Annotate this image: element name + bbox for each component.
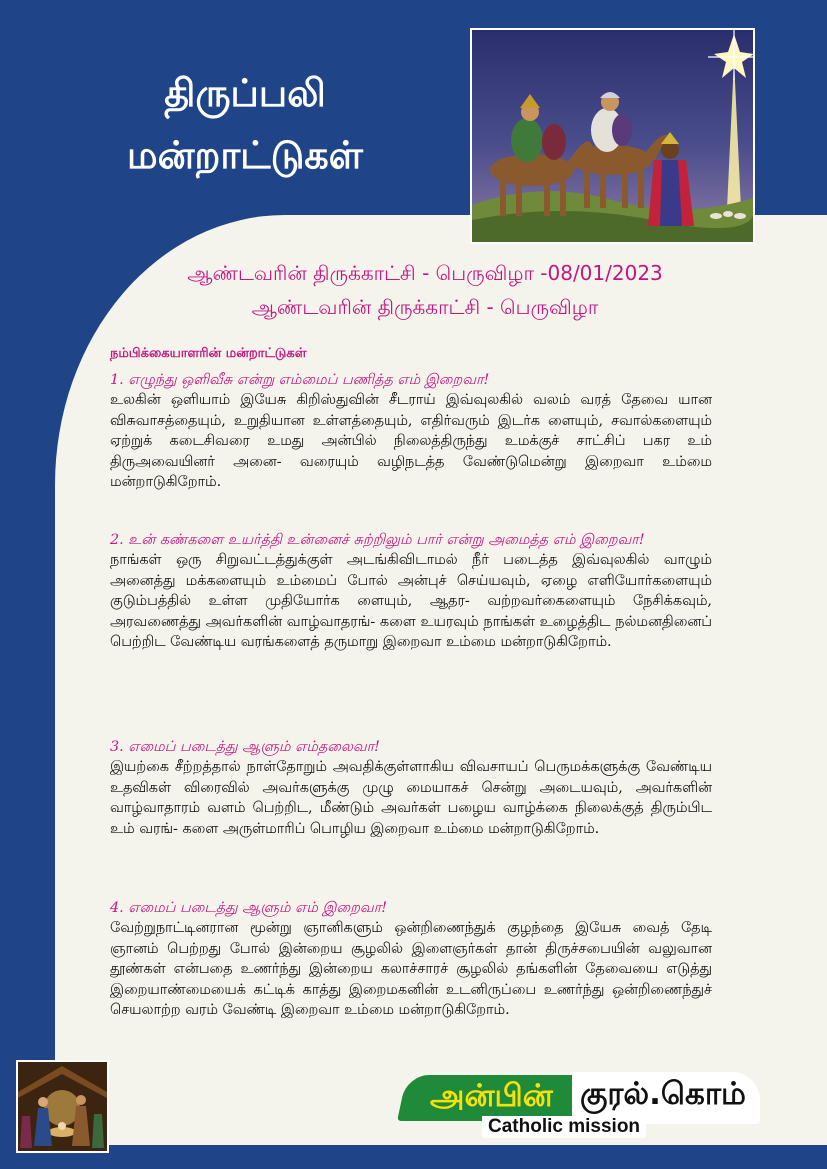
prayer-heading: 1. எழுந்து ஒளிவீசு என்று எம்மைப் பணித்த எம் இறைவா! — [110, 372, 490, 388]
magi-scene-svg — [472, 30, 753, 242]
prayer-body: உலகின் ஒளியாம் இயேசு கிறிஸ்துவின் சீடராய் இவ்வுலகில் வலம் வரத் தேவை யான விசுவாசத்தையும், உறுதியான உள்ளத்தையும், எதிர்வரும் இடர்க ளையும், சவால்களையும் ஏற்றுக் கடைசிவரை உமது அன்பில் நிலைத்திருந்து உமக்குச் சாட்சிப் பகர உம் திருஅவையினர் அனை- வரையும் வழிநடத்த வேண்டுமென்று இறைவா உம்மை மன்றாடுகிறோம். — [110, 392, 712, 491]
brand-logo — [402, 1068, 762, 1144]
feast-subheading: ஆண்டவரின் திருக்காட்சி - பெருவிழா — [251, 295, 599, 319]
feast-heading: ஆண்டவரின் திருக்காட்சி - பெருவிழா -08/01/2023 — [187, 261, 663, 285]
brand-word-1: அன்பின் — [430, 1078, 553, 1114]
brand-subtitle: Catholic mission — [482, 1116, 646, 1138]
brand-word-2: குரல்.கொம் — [580, 1076, 746, 1112]
prayer-body: நாங்கள் ஒரு சிறுவட்டத்துக்குள் அடங்கிவிடாமல் நீர் படைத்த இவ்வுலகில் வாழும் அனைத்து மக்களையும் உம்மைப் போல் அன்புச் செய்யவும், ஏழை எளியோர்களையும் குடும்பத்தில் உள்ள முதியோர்க ளையும், ஆதர- வற்றவர்கைளையும் நேசிக்கவும், அரவணைத்து அவர்களின் வாழ்வாதரங்- களை உயரவும் நாங்கள் உழைத்திட நல்மனதினைப் பெற்றிட வேண்டிய வரங்களைத் தருமாறு இறைவா உம்மை மன்றாடுகிறோம். — [110, 552, 712, 651]
nativity-illustration — [16, 1060, 109, 1153]
magi-illustration — [470, 28, 755, 244]
prayer-heading: 2. உன் கண்களை உயர்த்தி உன்னைச் சுற்றிலும் பார் என்று அமைத்த எம் இறைவா! — [110, 532, 645, 548]
prayer-1 — [110, 370, 712, 492]
page-title-line-2: மன்றாட்டுகள் — [127, 133, 363, 177]
prayer-body: இயற்கை சீற்றத்தால் நாள்தோறும் அவதிக்குள்ளாகிய விவசாயப் பெருமக்களுக்கு வேண்டிய உதவிகள் விரைவில் அவர்களுக்கு முழு மையாகச் சென்று அடையவும், அவர்களின் வாழ்வாதாரம் வளம் பெற்றிட, மீண்டும் அவர்கள் பழைய வாழ்க்கை நிலைக்குத் திரும்பிட உம் வரங்- களை அருள்மாரிப் பொழிய இறைவா உம்மை மன்றாடுகிறோம். — [110, 759, 712, 837]
section-label: நம்பிக்கையாளரின் மன்றாட்டுகள் — [110, 346, 307, 361]
prayer-4 — [110, 898, 712, 1020]
page-title — [60, 62, 430, 186]
prayer-2 — [110, 530, 712, 652]
nativity-scene-svg — [18, 1062, 107, 1151]
prayer-heading: 4. எமைப் படைத்து ஆளும் எம் இறைவா! — [110, 900, 388, 916]
prayer-heading: 3. எமைப் படைத்து ஆளும் எம்தலைவா! — [110, 739, 380, 755]
prayer-3 — [110, 737, 712, 839]
page-title-line-1: திருப்பலி — [164, 71, 326, 115]
prayer-body: வேற்றுநாட்டினரான மூன்று ஞானிகளும் ஒன்றிணைந்துக் குழந்தை இயேசு வைத் தேடி ஞானம் பெற்றது போல் இன்றைய சூழலில் இளைஞர்கள் தான் திருச்சபையின் வலுவான தூண்கள் என்பதை உணர்ந்து இன்றைய கலாச்சாரச் சூழலில் தங்களின் தேவையை எடுத்து இறையாண்மையைக் கட்டிக் காத்து இறைமகனின் உடனிருப்பை உணர்ந்து ஒன்றிணைந்துச் செயலாற்ற வரம் வேண்டி இறைவா உம்மை மன்றாடுகிறோம். — [110, 920, 712, 1019]
